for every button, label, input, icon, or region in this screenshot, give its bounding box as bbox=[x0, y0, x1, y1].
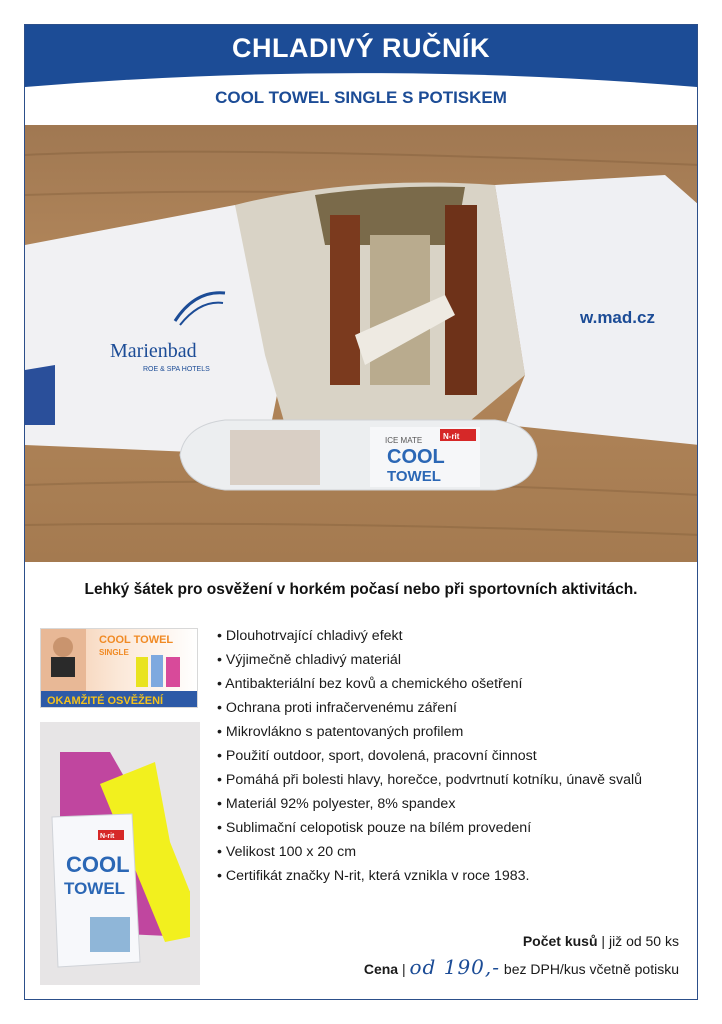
package-line-text: ICE MATE bbox=[385, 436, 423, 445]
feature-item: • Velikost 100 x 20 cm bbox=[217, 844, 683, 861]
price-separator: | bbox=[398, 961, 410, 977]
towel-url-text: w.mad.cz bbox=[580, 308, 655, 327]
header bbox=[25, 25, 697, 129]
package-brand-text: N-rit bbox=[100, 833, 115, 840]
price-line bbox=[364, 955, 679, 979]
feature-item: • Dlouhotrvající chladivý efekt bbox=[217, 628, 683, 645]
package-title-2: TOWEL bbox=[387, 468, 441, 485]
feature-item: • Výjimečně chladivý materiál bbox=[217, 652, 683, 669]
package-title-1: COOL bbox=[387, 446, 445, 468]
price-value: od 190,- bbox=[409, 955, 501, 979]
quantity-line bbox=[523, 933, 679, 949]
promo-title-1: COOL TOWEL bbox=[99, 634, 174, 646]
feature-item: • Použití outdoor, sport, dovolená, pracovní činnost bbox=[217, 748, 683, 765]
qty-label: Počet kusů bbox=[522, 933, 598, 949]
towel-product-photo bbox=[40, 722, 200, 985]
tagline: Lehký šátek pro osvěžení v horkém počasí nebo při sportovních aktivitách. bbox=[84, 581, 638, 598]
feature-item: • Mikrovlákno s patentovaných profilem bbox=[217, 724, 683, 741]
feature-item: • Materiál 92% polyester, 8% spandex bbox=[217, 796, 683, 813]
page-subtitle: COOL TOWEL SINGLE S POTISKEM bbox=[215, 88, 507, 107]
product-photo bbox=[25, 125, 698, 562]
promo-title-2: SINGLE bbox=[99, 648, 129, 657]
feature-list bbox=[217, 628, 683, 892]
feature-item: • Ochrana proti infračervenému záření bbox=[217, 700, 683, 717]
qty-separator: | bbox=[597, 933, 609, 949]
promo-thumbnail bbox=[40, 628, 198, 708]
feature-item: • Sublimační celopotisk pouze na bílém provedení bbox=[217, 820, 683, 837]
package-title-2: TOWEL bbox=[64, 879, 126, 898]
page-frame bbox=[24, 24, 698, 1000]
qty-value: již od 50 ks bbox=[608, 933, 679, 949]
package-title-1: COOL bbox=[66, 852, 130, 877]
feature-item: • Pomáhá při bolesti hlavy, horečce, podvrtnutí kotníku, únavě svalů bbox=[217, 772, 683, 789]
towel-logo-text: Marienbad bbox=[110, 340, 197, 362]
towel-logo-small: ROE & SPA HOTELS bbox=[143, 366, 210, 373]
price-note: bez DPH/kus včetně potisku bbox=[500, 961, 679, 977]
price-label: Cena bbox=[363, 961, 399, 977]
feature-item: • Antibakteriální bez kovů a chemického ošetření bbox=[217, 676, 683, 693]
promo-banner: OKAMŽITÉ OSVĚŽENÍ bbox=[47, 695, 164, 707]
page-title: CHLADIVÝ RUČNÍK bbox=[231, 33, 490, 63]
feature-item: • Certifikát značky N-rit, která vznikla v roce 1983. bbox=[217, 868, 683, 885]
package-brand-text: N-rit bbox=[443, 432, 460, 441]
